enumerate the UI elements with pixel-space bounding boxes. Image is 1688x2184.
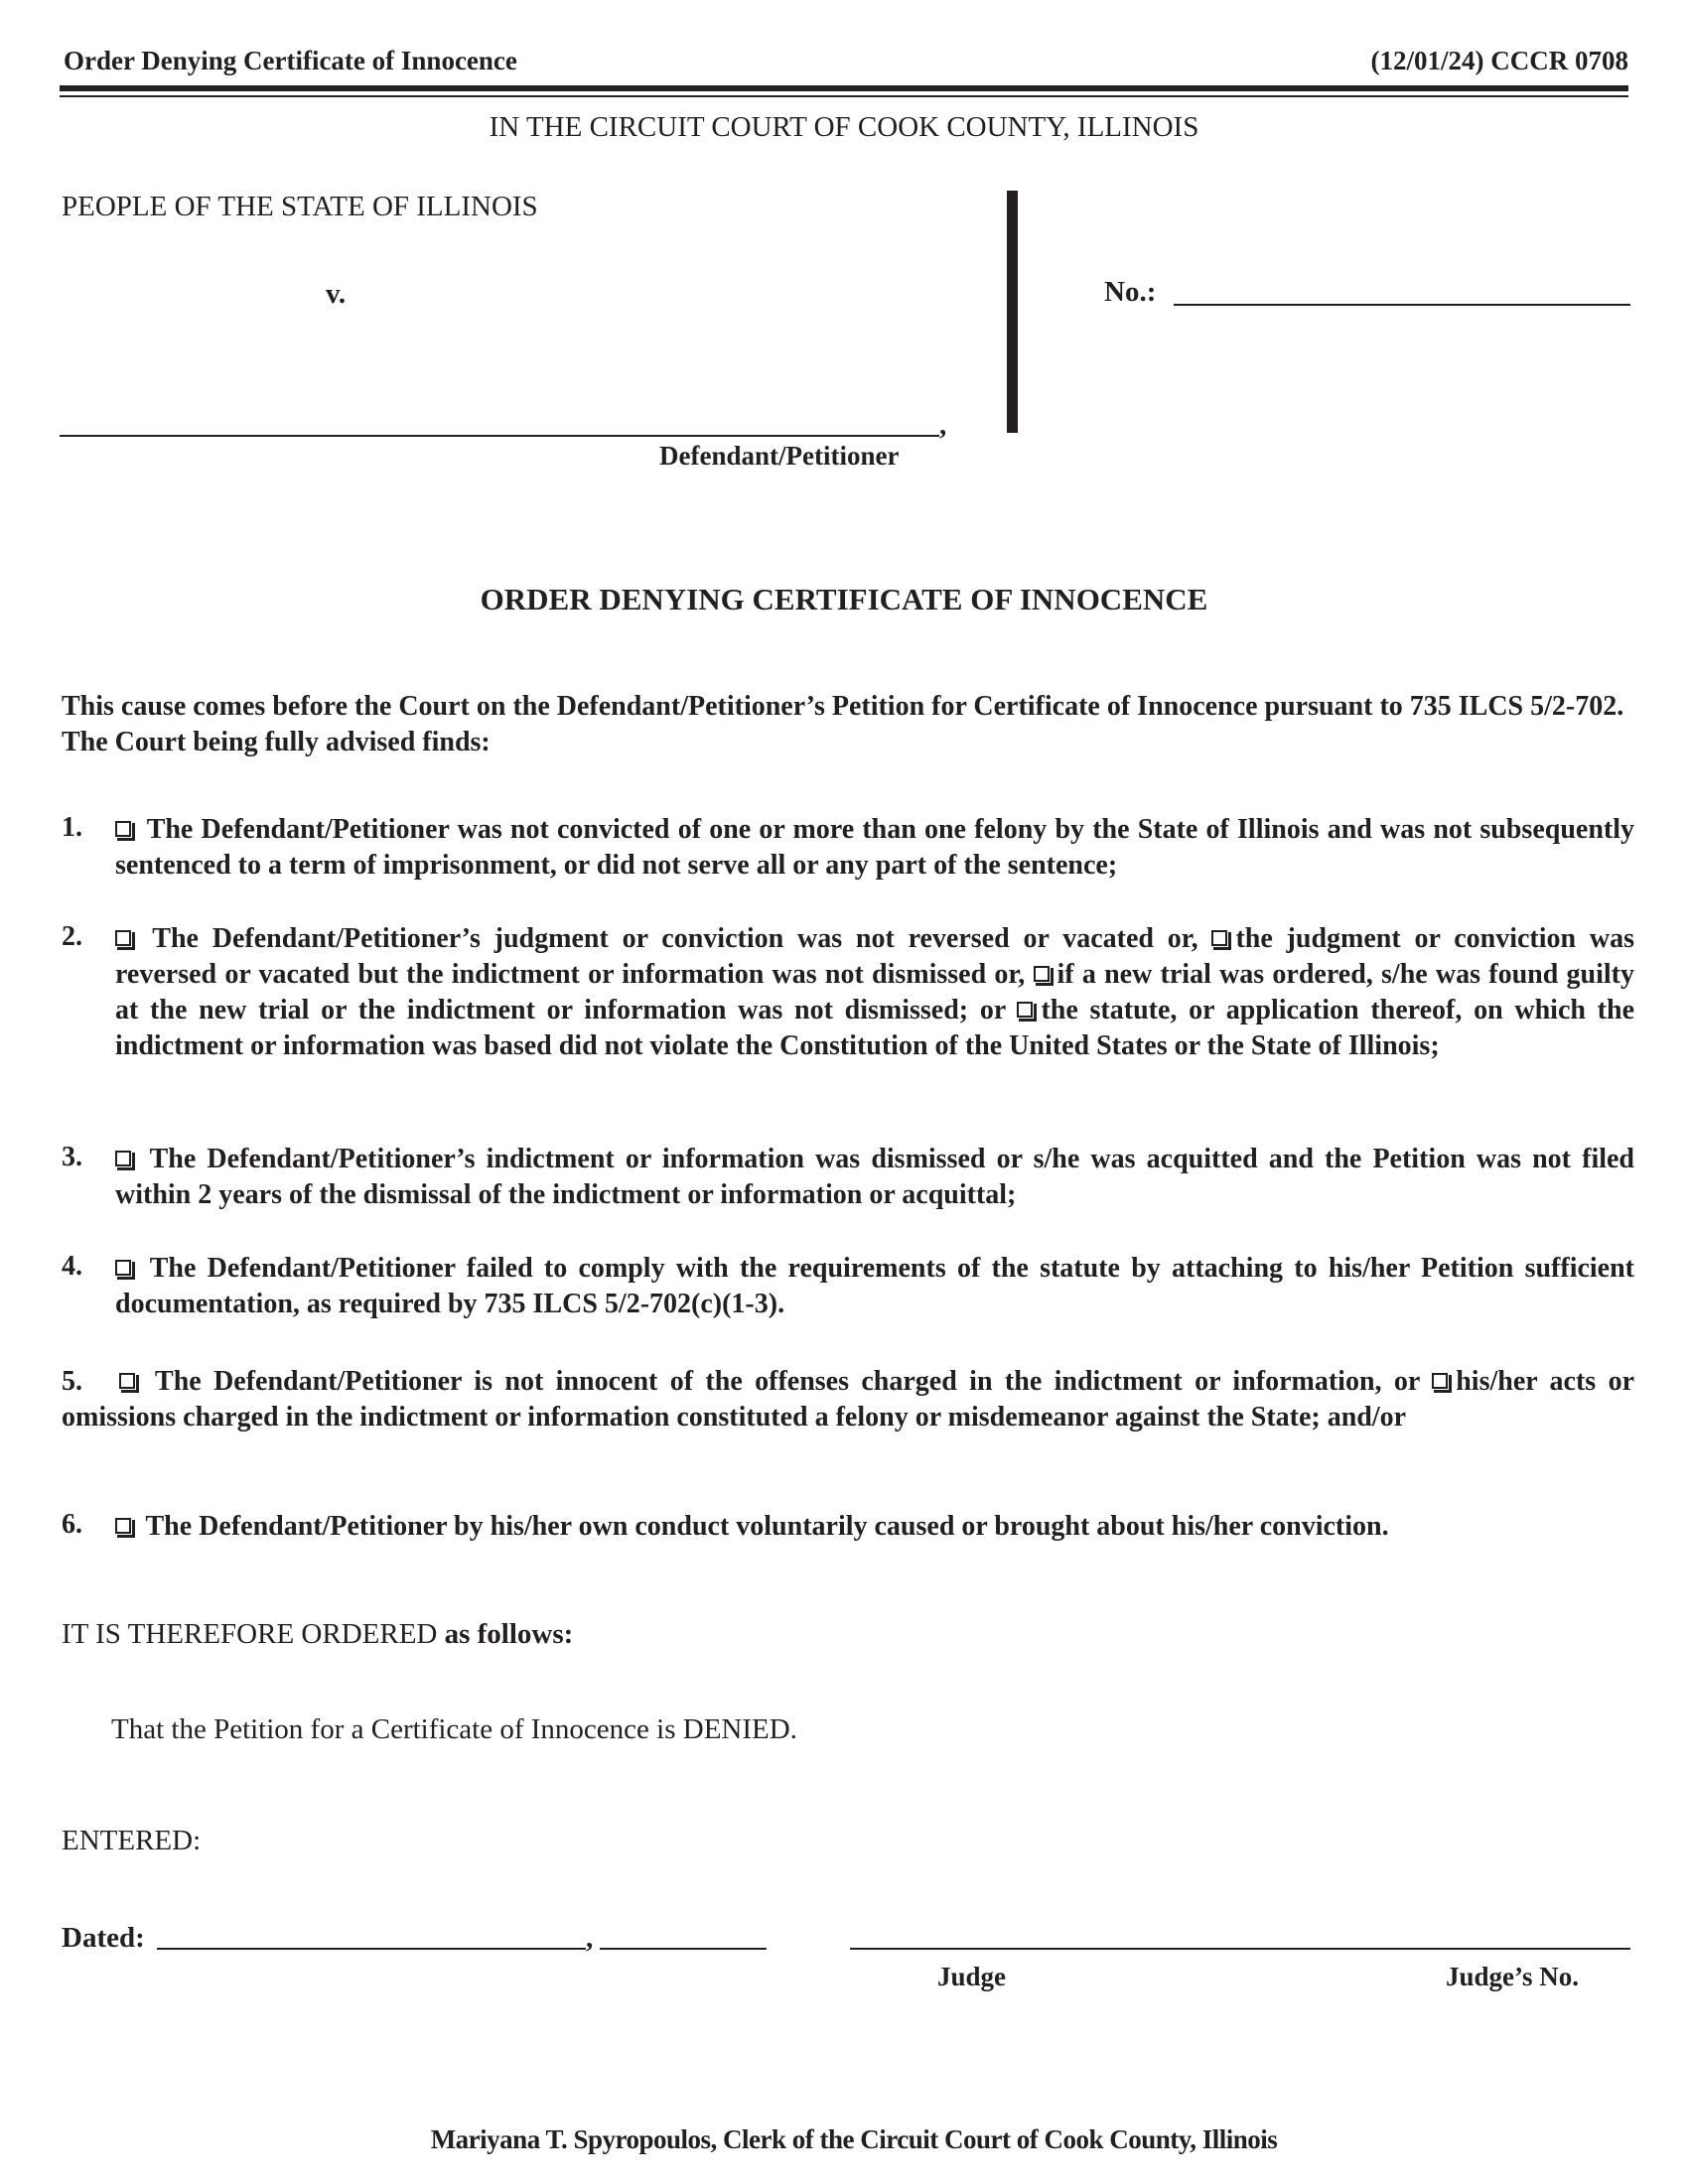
finding-4-checkbox[interactable]: [115, 1260, 131, 1276]
finding-1-checkbox[interactable]: [115, 821, 131, 837]
finding-2c-checkbox[interactable]: [1034, 966, 1050, 982]
case-number-field[interactable]: [1174, 304, 1630, 306]
finding-5a-text: The Defendant/Petitioner is not innocent of the offenses charged in the indictment or information, or: [155, 1366, 1420, 1397]
finding-6-text: The Defendant/Petitioner by his/her own conduct voluntarily caused or brought about his/her conviction.: [145, 1511, 1389, 1542]
finding-4: [115, 1251, 1634, 1322]
versus-label: v.: [326, 278, 347, 310]
defendant-name-field[interactable]: [60, 435, 939, 437]
finding-2a-text: The Defendant/Petitioner’s judgment or conviction was not reversed or vacated or,: [152, 923, 1198, 954]
finding-6: [115, 1509, 1634, 1545]
form-code: (12/01/24) CCCR 0708: [1370, 46, 1628, 75]
order-lead-suffix: as follows:: [437, 1618, 574, 1650]
date-comma: ,: [586, 1922, 594, 1954]
finding-5b-text: his/her acts or omissions charged in the indictment or information constituted a felony or misdemeanor against the State; and/or: [62, 1366, 1635, 1433]
order-lead-caps: IT IS THEREFORE ORDERED: [62, 1618, 438, 1650]
finding-5: [62, 1364, 1634, 1435]
order-ruling: That the Petition for a Certificate of Innocence is DENIED.: [111, 1713, 797, 1745]
form-title: Order Denying Certificate of Innocence: [64, 46, 517, 75]
finding-6-number: 6.: [62, 1509, 82, 1540]
defendant-label: Defendant/Petitioner: [659, 441, 900, 471]
finding-3-text: The Defendant/Petitioner’s indictment or information was dismissed or s/he was acquitted and the Petition was not filed within 2 years of the dismissal of the indictment or information or acquittal;: [115, 1144, 1635, 1210]
finding-1: [115, 812, 1634, 884]
finding-2: [115, 921, 1634, 1064]
finding-4-number: 4.: [62, 1251, 82, 1282]
header-rule-thin: [60, 95, 1628, 97]
dated-label: Dated:: [62, 1922, 145, 1954]
defendant-comma: ,: [939, 409, 947, 441]
caption-divider: [1007, 191, 1018, 433]
finding-2b-text: the judgment or conviction was reversed or vacated but the indictment or information was not dismissed or,: [115, 923, 1634, 990]
document-title: ORDER DENYING CERTIFICATE OF INNOCENCE: [480, 582, 1208, 616]
finding-1-number: 1.: [62, 812, 82, 843]
clerk-footer: Mariyana T. Spyropoulos, Clerk of the Circuit Court of Cook County, Illinois: [430, 2124, 1278, 2154]
finding-5a-checkbox[interactable]: [119, 1373, 135, 1389]
finding-4-text: The Defendant/Petitioner failed to comply with the requirements of the statute by attaching to his/her Petition sufficient documentation, as required by 735 ILCS 5/2-702(c)(1-3).: [115, 1253, 1635, 1319]
date-field[interactable]: [157, 1948, 586, 1950]
finding-2d-text: the statute, or application thereof, on which the indictment or information was based did not violate the Constitution of the United States or the State of Illinois;: [115, 995, 1634, 1061]
finding-5b-checkbox[interactable]: [1432, 1373, 1448, 1389]
finding-5-number: 5.: [62, 1366, 82, 1397]
year-field[interactable]: [600, 1948, 767, 1950]
finding-2-number: 2.: [62, 921, 82, 952]
finding-2b-checkbox[interactable]: [1211, 930, 1227, 946]
court-name: IN THE CIRCUIT COURT OF COOK COUNTY, ILLINOIS: [489, 111, 1199, 143]
finding-3-number: 3.: [62, 1142, 82, 1172]
header-rule-thick: [60, 85, 1628, 91]
judge-signature-field[interactable]: [850, 1948, 1630, 1950]
entered-label: ENTERED:: [62, 1825, 202, 1856]
finding-2a-checkbox[interactable]: [115, 930, 131, 946]
finding-2d-checkbox[interactable]: [1017, 1002, 1033, 1018]
finding-3: [115, 1142, 1634, 1213]
finding-2c-text: if a new trial was ordered, s/he was found guilty at the new trial or the indictment or information was not dismissed; or: [115, 959, 1635, 1025]
plaintiff-name: PEOPLE OF THE STATE OF ILLINOIS: [62, 191, 538, 222]
order-lead: [62, 1618, 573, 1651]
judge-label: Judge: [937, 1962, 1007, 1991]
finding-1-text: The Defendant/Petitioner was not convicted of one or more than one felony by the State of Illinois and was not subsequently sentenced to a term of imprisonment, or did not serve all or any part of the sentence;: [115, 814, 1635, 881]
finding-3-checkbox[interactable]: [115, 1151, 131, 1166]
judge-number-label: Judge’s No.: [1446, 1962, 1580, 1991]
intro-paragraph: This cause comes before the Court on the Defendant/Petitioner’s Petition for Certificate of Innocence pursuant to 735 ILCS 5/2-702. The Court being fully advised finds:: [62, 691, 1624, 757]
case-number-label: No.:: [1104, 276, 1157, 308]
finding-6-checkbox[interactable]: [115, 1518, 131, 1534]
